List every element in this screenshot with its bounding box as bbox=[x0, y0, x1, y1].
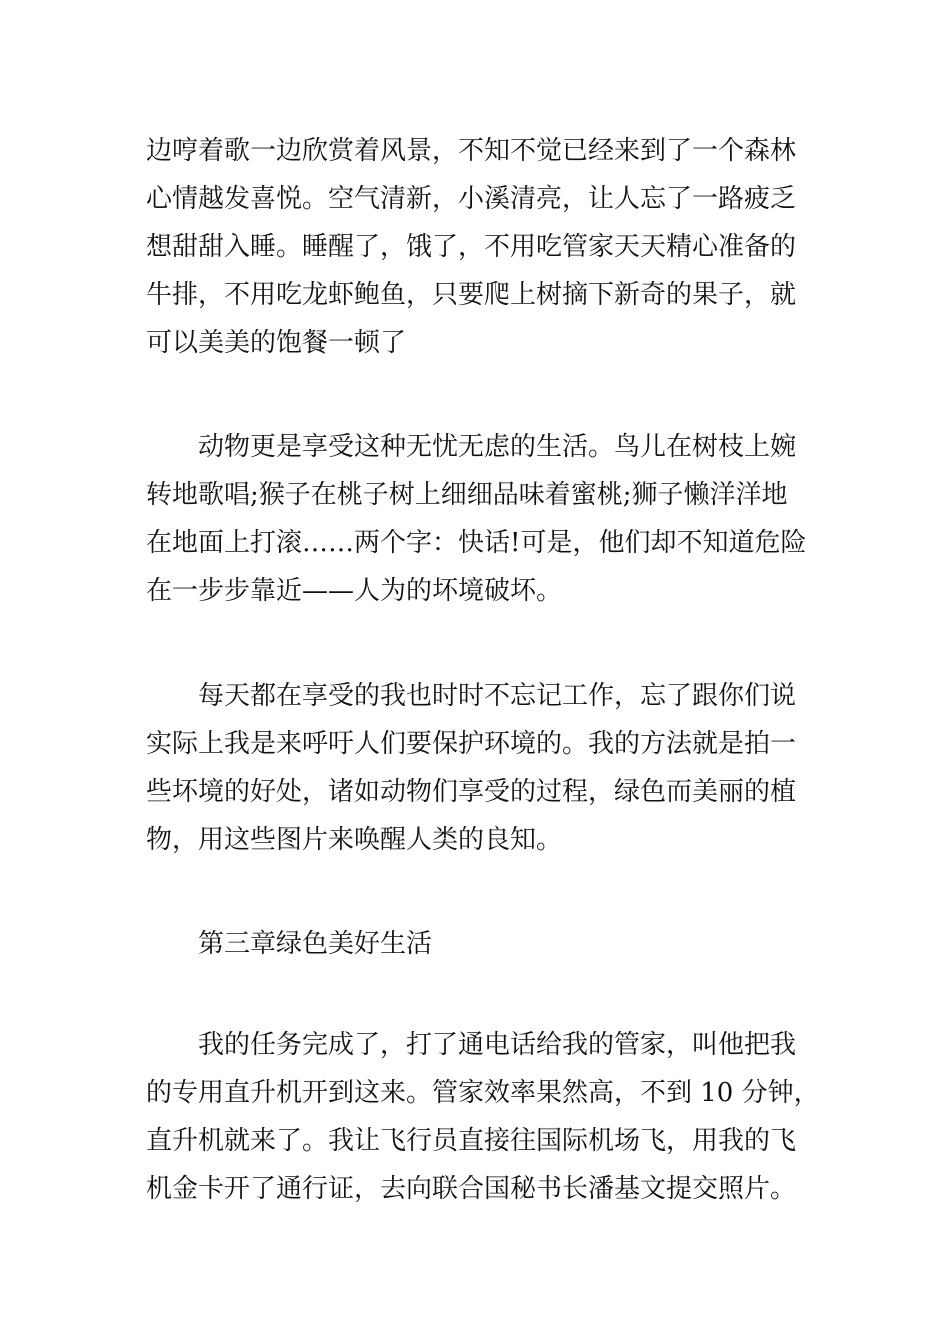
text-line: 机金卡开了通行证，去向联合国秘书长潘基文提交照片。 bbox=[146, 1174, 797, 1204]
paragraph-work bbox=[146, 672, 811, 864]
chapter-title: 第三章绿色美好生活 bbox=[198, 929, 433, 959]
text-line: 可以美美的饱餐一顿了 bbox=[146, 328, 407, 358]
text-line: 牛排，不用吃龙虾鲍鱼，只要爬上树摘下新奇的果子，就 bbox=[146, 280, 797, 310]
text-line: 在一步步靠近——人为的坏境破坏。 bbox=[146, 576, 563, 606]
paragraph-continued-forest bbox=[146, 127, 811, 367]
text-line: 转地歌唱;猴子在桃子树上细细品味着蜜桃;狮子懒洋洋地 bbox=[146, 480, 788, 510]
text-line: 动物更是享受这种无忧无虑的生活。鸟儿在树枝上婉 bbox=[198, 432, 797, 462]
chapter-heading bbox=[146, 920, 811, 968]
text-line: 边哼着歌一边欣赏着风景，不知不觉已经来到了一个森林 bbox=[146, 136, 797, 166]
text-line: 在地面上打滚……两个字：快话!可是，他们却不知道危险 bbox=[146, 528, 807, 558]
text-line: 实际上我是来呼吁人们要保护环境的。我的方法就是拍一 bbox=[146, 729, 797, 759]
paragraph-task-complete bbox=[146, 1021, 820, 1213]
text-line: 我的任务完成了，打了通电话给我的管家，叫他把我 bbox=[198, 1030, 797, 1060]
text-line: 些坏境的好处，诸如动物们享受的过程，绿色而美丽的植 bbox=[146, 777, 797, 807]
paragraph-animals bbox=[146, 423, 811, 615]
text-line: 的专用直升机开到这来。管家效率果然高，不到 10 分钟， bbox=[146, 1078, 820, 1108]
text-line: 每天都在享受的我也时时不忘记工作，忘了跟你们说 bbox=[198, 681, 797, 711]
text-line: 心情越发喜悦。空气清新，小溪清亮，让人忘了一路疲乏 bbox=[146, 184, 797, 214]
text-line: 想甜甜入睡。睡醒了，饿了，不用吃管家天天精心准备的 bbox=[146, 232, 797, 262]
text-line: 物，用这些图片来唤醒人类的良知。 bbox=[146, 825, 563, 855]
text-line: 直升机就来了。我让飞行员直接往国际机场飞，用我的飞 bbox=[146, 1126, 797, 1156]
